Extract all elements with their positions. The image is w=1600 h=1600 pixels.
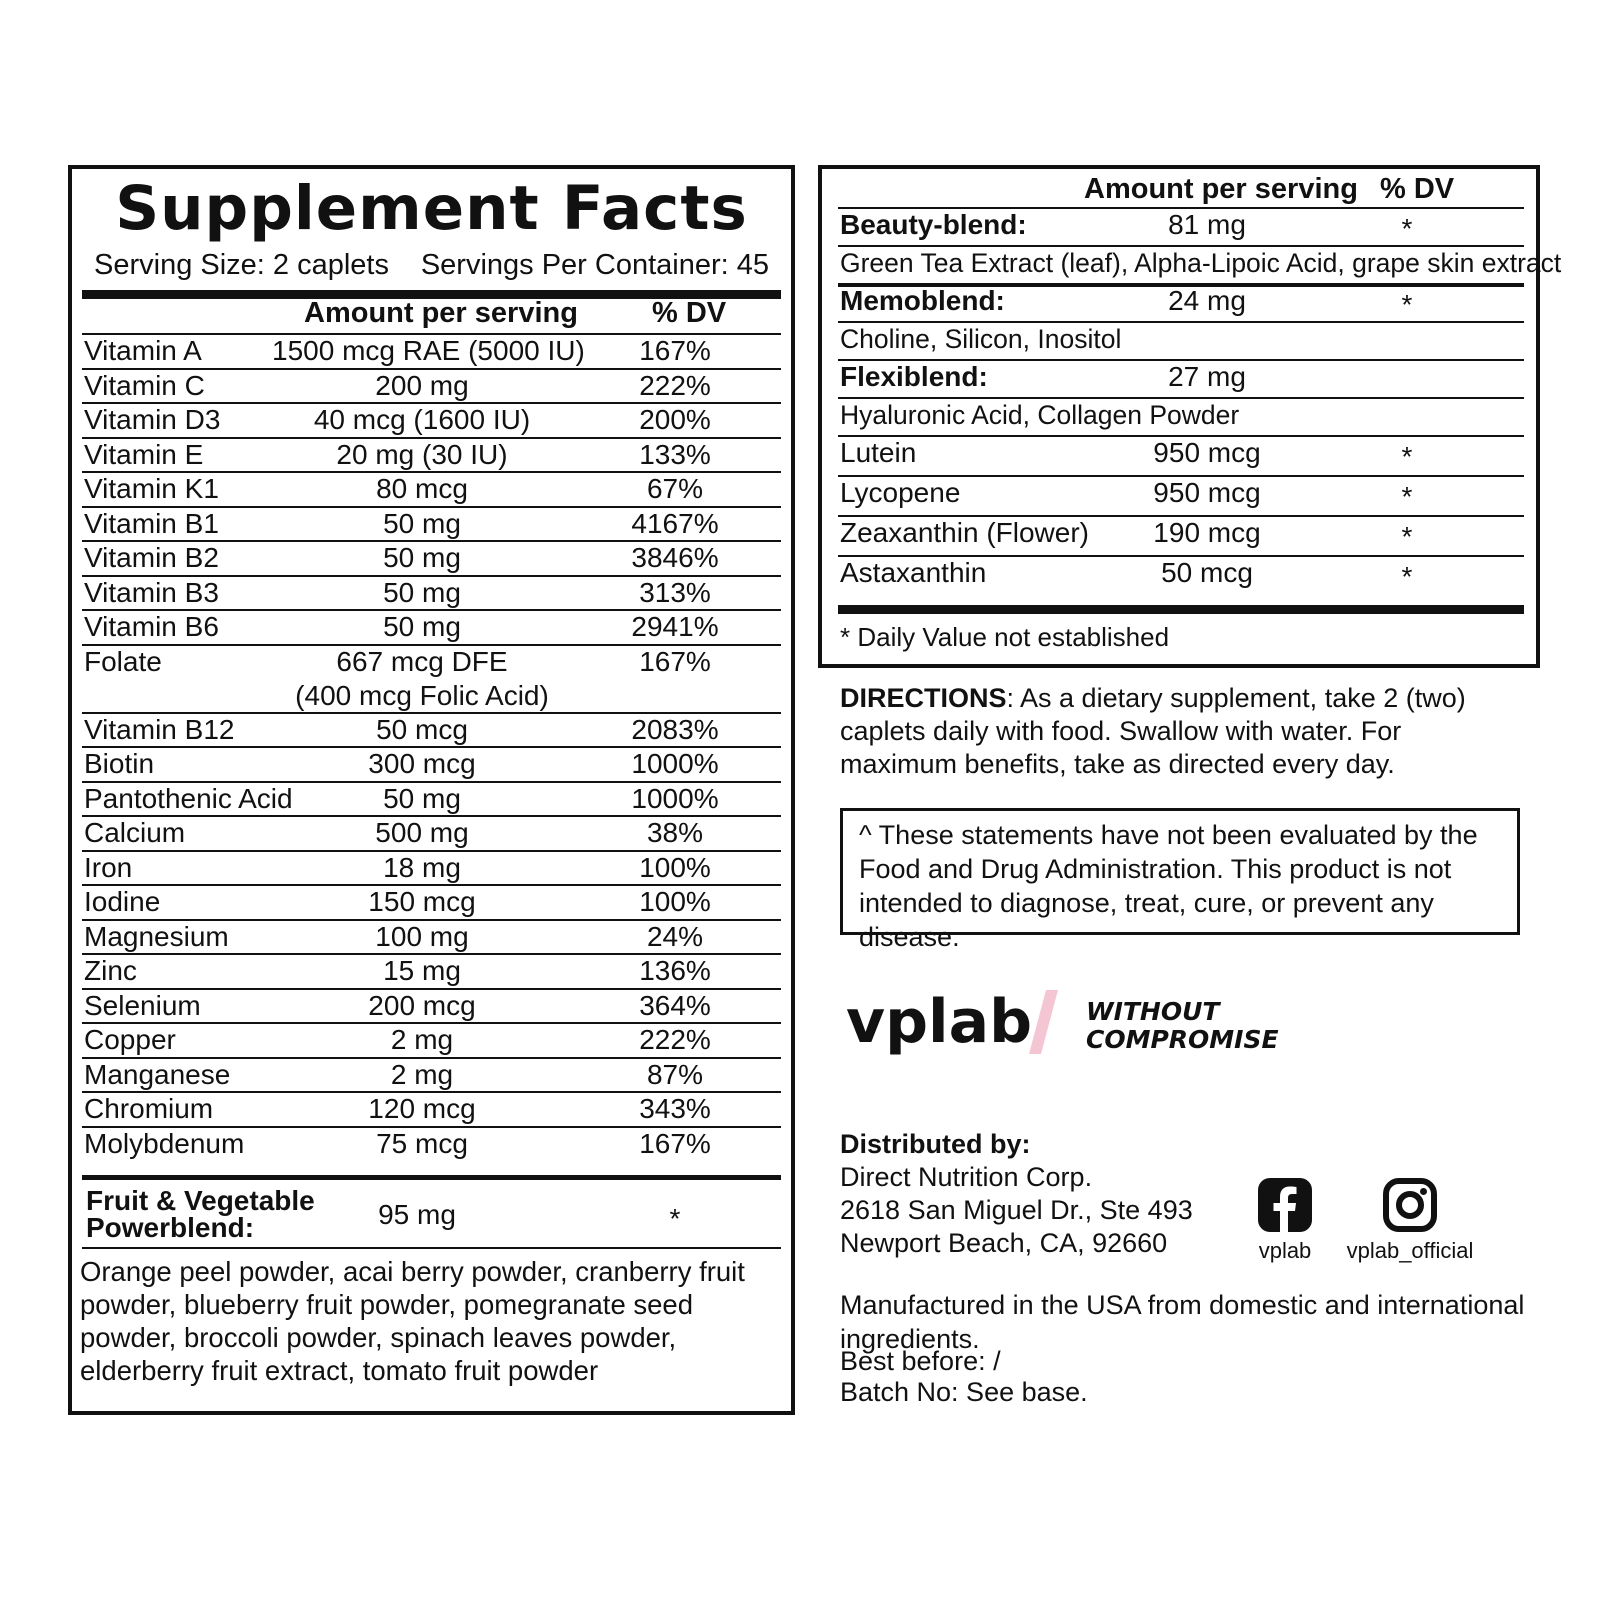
blend-amount: 950 mcg xyxy=(1153,437,1261,468)
nutrient-amount: 50 mg xyxy=(383,611,461,642)
nutrient-dv: 1000% xyxy=(631,748,719,779)
blend-amount: 190 mcg xyxy=(1153,517,1261,548)
blend-dv: * xyxy=(1401,289,1413,320)
blend-amount: 27 mg xyxy=(1168,361,1246,392)
blend-name: Memoblend: xyxy=(840,285,1005,316)
thick-divider xyxy=(838,605,1524,614)
nutrient-amount: 200 mg xyxy=(375,369,469,401)
nutrient-name: Biotin xyxy=(84,748,155,779)
nutrient-amount: 2 mg xyxy=(390,1024,454,1055)
nutrient-dv: 167% xyxy=(639,1127,711,1159)
nutrient-amount: 50 mg xyxy=(383,576,461,608)
blend-dv: * xyxy=(1401,481,1413,512)
nutrient-name: Vitamin D3 xyxy=(84,404,221,435)
panel-title: Supplement Facts xyxy=(115,173,748,244)
nutrient-dv: 3846% xyxy=(631,542,719,573)
nutrient-name: Manganese xyxy=(84,1058,231,1090)
nutrient-amount: 667 mcg DFE xyxy=(336,645,508,677)
nutrient-amount: 120 mcg xyxy=(368,1093,476,1124)
nutrient-dv: 343% xyxy=(639,1093,711,1124)
blend-amount: 81 mg xyxy=(1168,209,1246,240)
nutrient-dv: 200% xyxy=(639,404,711,435)
nutrient-amount: 1500 mcg RAE (5000 IU) xyxy=(272,335,585,366)
powerblend-dv: * xyxy=(669,1203,681,1234)
tagline-line2: COMPROMISE xyxy=(1086,1025,1279,1054)
nutrient-dv: 87% xyxy=(646,1058,704,1090)
nutrient-dv: 167% xyxy=(639,645,711,677)
nutrient-dv: 100% xyxy=(639,851,711,883)
powerblend-name-line1: Fruit & Vegetable xyxy=(86,1185,315,1216)
ingredient-name: Green Tea Extract (leaf), Alpha-Lipoic Acid, grape skin extract xyxy=(840,248,1562,278)
nutrient-name: Folate xyxy=(84,645,162,677)
nutrient-dv: 167% xyxy=(639,335,711,366)
col-header-amount: Amount per serving xyxy=(304,297,578,329)
nutrient-name: Vitamin B1 xyxy=(84,507,219,539)
best-before: Best before: / xyxy=(840,1346,1001,1376)
nutrient-dv: 1000% xyxy=(631,782,719,814)
nutrient-amount: 50 mcg xyxy=(376,713,468,745)
distributor-block xyxy=(840,1128,1193,1260)
thick-divider xyxy=(82,1175,781,1180)
nutrient-amount: 80 mcg xyxy=(376,473,468,504)
batch-number: Batch No: See base. xyxy=(840,1377,1088,1407)
nutrient-amount: 2 mg xyxy=(390,1058,454,1090)
nutrient-name: Iodine xyxy=(84,886,161,917)
nutrient-dv: 38% xyxy=(646,817,704,848)
instagram-handle: vplab_official xyxy=(1346,1238,1474,1263)
nutrient-amount: 40 mcg (1600 IU) xyxy=(313,404,531,435)
manufactured-note: Manufactured in the USA from domestic and international ingredients. xyxy=(840,1290,1525,1354)
col-header-amount: Amount per serving xyxy=(1084,173,1358,205)
col-header-dv: % DV xyxy=(1380,173,1455,205)
nutrient-amount: 18 mg xyxy=(383,851,461,883)
ingredient-name: Choline, Silicon, Inositol xyxy=(840,324,1122,354)
nutrient-name: Selenium xyxy=(84,989,201,1021)
ingredient-name: Zeaxanthin (Flower) xyxy=(840,517,1089,548)
footnote: * Daily Value not established xyxy=(840,622,1170,652)
powerblend-ingredients: Orange peel powder, acai berry powder, cranberry fruit powder, blueberry fruit powder, pomegranate seed powder, broccoli powder, spinach leaves powder, elderberry fruit extract, tomato fruit powder xyxy=(80,1256,745,1386)
nutrient-name: Chromium xyxy=(84,1093,214,1124)
nutrient-name: Molybdenum xyxy=(84,1127,245,1159)
nutrient-dv: 2941% xyxy=(631,611,719,642)
blend-dv: * xyxy=(1401,441,1413,472)
blend-name: Beauty-blend: xyxy=(840,209,1027,240)
blend-amount: 24 mg xyxy=(1168,285,1246,316)
nutrient-name: Vitamin B6 xyxy=(84,611,219,642)
tagline-line1: WITHOUT xyxy=(1086,997,1220,1026)
nutrient-amount: 20 mg (30 IU) xyxy=(336,438,508,470)
nutrient-amount: 15 mg xyxy=(383,955,461,986)
nutrient-name: Vitamin B12 xyxy=(84,713,235,745)
nutrient-name: Vitamin E xyxy=(84,438,204,470)
nutrient-dv: 4167% xyxy=(631,507,719,539)
brand-logo xyxy=(846,990,1306,1060)
nutrient-name: Vitamin C xyxy=(84,369,205,401)
nutrient-amount: 500 mg xyxy=(375,817,469,848)
nutrient-amount: 50 mg xyxy=(383,542,461,573)
servings-per-container: Servings Per Container: 45 xyxy=(420,249,769,281)
powerblend-rule xyxy=(82,1247,781,1249)
nutrient-name: Zinc xyxy=(84,955,137,986)
nutrient-amount-detail: (400 mcg Folic Acid) xyxy=(295,679,549,711)
nutrient-amount: 300 mcg xyxy=(368,748,476,779)
nutrient-name: Iron xyxy=(84,851,133,883)
directions-label: DIRECTIONS xyxy=(840,683,1007,713)
blend-amount: 950 mcg xyxy=(1153,477,1261,508)
nutrient-amount: 75 mcg xyxy=(376,1127,468,1159)
nutrient-dv: 222% xyxy=(639,1024,711,1055)
directions xyxy=(840,682,1510,781)
nutrient-dv: 364% xyxy=(639,989,711,1021)
nutrient-name: Pantothenic Acid xyxy=(84,782,293,814)
facebook-icon xyxy=(1258,1178,1312,1232)
nutrient-amount: 150 mcg xyxy=(368,886,476,917)
ingredient-name: Hyaluronic Acid, Collagen Powder xyxy=(840,400,1240,430)
supplement-facts-continued-panel xyxy=(818,165,1562,668)
nutrient-amount: 50 mg xyxy=(383,782,461,814)
nutrient-dv: 2083% xyxy=(631,713,719,745)
nutrient-name: Vitamin K1 xyxy=(84,473,219,504)
blend-amount: 50 mcg xyxy=(1161,557,1253,588)
nutrient-amount: 50 mg xyxy=(383,507,461,539)
ingredient-name: Astaxanthin xyxy=(840,557,987,588)
serving-size: Serving Size: 2 caplets xyxy=(94,249,389,281)
nutrient-dv: 100% xyxy=(639,886,711,917)
nutrient-dv: 222% xyxy=(639,369,711,401)
nutrient-amount: 100 mg xyxy=(375,920,469,952)
social-instagram[interactable] xyxy=(1330,1178,1490,1264)
nutrient-dv: 313% xyxy=(639,576,711,608)
facebook-handle: vplab xyxy=(1258,1238,1312,1263)
distributor-name: Direct Nutrition Corp. xyxy=(840,1162,1093,1192)
nutrient-dv: 67% xyxy=(646,473,704,504)
nutrient-name: Vitamin B3 xyxy=(84,576,219,608)
col-header-dv: % DV xyxy=(652,297,727,329)
powerblend-amount: 95 mg xyxy=(378,1199,456,1230)
batch-block xyxy=(840,1346,1088,1408)
logo-wordmark: vplab xyxy=(846,990,1033,1057)
logo-slash xyxy=(1029,990,1058,1054)
distributor-address-1: 2618 San Miguel Dr., Ste 493 xyxy=(840,1195,1193,1225)
distributor-address-2: Newport Beach, CA, 92660 xyxy=(840,1228,1168,1258)
blend-dv: * xyxy=(1401,561,1413,592)
nutrient-dv: 24% xyxy=(646,920,704,952)
blend-dv: * xyxy=(1401,213,1413,244)
ingredient-name: Lycopene xyxy=(840,477,961,508)
directions-text: : As a dietary supplement, take 2 (two) caplets daily with food. Swallow with water. For maximum benefits, take as directed every day. xyxy=(840,683,1466,779)
nutrient-name: Vitamin A xyxy=(84,335,202,366)
blend-name: Flexiblend: xyxy=(840,361,988,392)
nutrient-amount: 200 mcg xyxy=(368,989,476,1021)
nutrient-name: Vitamin B2 xyxy=(84,542,219,573)
nutrient-dv: 133% xyxy=(639,438,711,470)
nutrient-name: Calcium xyxy=(84,817,186,848)
ingredient-name: Lutein xyxy=(840,437,917,468)
nutrient-dv: 136% xyxy=(639,955,711,986)
instagram-icon xyxy=(1383,1178,1437,1232)
fda-disclaimer: ^ These statements have not been evaluated by the Food and Drug Administration. This product is not intended to diagnose, treat, cure, or prevent any disease. xyxy=(840,808,1520,935)
nutrient-name: Magnesium xyxy=(84,920,229,952)
blend-dv: * xyxy=(1401,521,1413,552)
powerblend-name-line2: Powerblend: xyxy=(86,1212,255,1243)
nutrient-name: Copper xyxy=(84,1024,176,1055)
serving-info xyxy=(94,249,769,285)
social-facebook[interactable] xyxy=(1240,1178,1330,1264)
distributor-label: Distributed by: xyxy=(840,1129,1031,1159)
supplement-facts-panel xyxy=(68,165,795,1415)
